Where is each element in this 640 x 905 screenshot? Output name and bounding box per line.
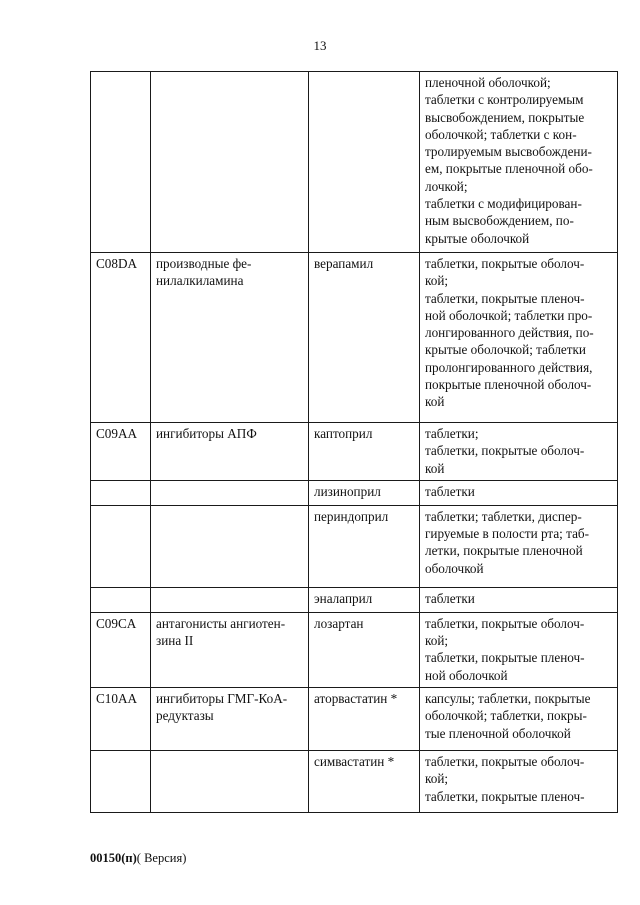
group-cell [151, 480, 309, 505]
dosage-form-cell [420, 423, 618, 481]
drug-name-cell: аторвастатин * [309, 688, 420, 751]
dosage-form-line: капсулы; таблетки, покрытые [425, 691, 591, 707]
table-row [91, 587, 618, 612]
table-row [91, 612, 618, 687]
atc-code-cell [91, 505, 151, 587]
drug-name-cell: эналаприл [309, 587, 420, 612]
dosage-form-line: кой; [425, 273, 449, 289]
dosage-form-cell [420, 505, 618, 587]
dosage-form-line: таблетки, покрытые пленоч- [425, 290, 585, 306]
drug-name-cell: симвастатин * [309, 751, 420, 813]
group-line: нилалкиламина [156, 273, 244, 289]
footer-version: ( Версия) [136, 851, 187, 865]
group-line: антагонисты ангиотен- [156, 615, 286, 631]
dosage-form-line: покрытые пленочной оболоч- [425, 377, 592, 393]
dosage-form-line: высвобождением, покрытые [425, 109, 585, 125]
dosage-form-line: тые пленочной оболочкой [425, 725, 571, 741]
group-cell [151, 751, 309, 813]
dosage-form-cell [420, 587, 618, 612]
dosage-form-cell [420, 612, 618, 687]
group-line: зина II [156, 633, 194, 649]
footer [90, 851, 186, 866]
page-number: 13 [313, 38, 327, 53]
dosage-form-line: гируемые в полости рта; таб- [425, 526, 590, 542]
dosage-form-line: крытые оболочкой; таблетки [425, 342, 586, 358]
dosage-form-cell [420, 253, 618, 423]
footer-doc-code: 00150(п) [90, 851, 137, 865]
dosage-form-line: кой [425, 460, 445, 476]
table-row [91, 505, 618, 587]
dosage-form-line: лонгированного действия, по- [425, 325, 594, 341]
group-line: редуктазы [156, 708, 214, 724]
table-row [91, 751, 618, 813]
drug-name-cell [309, 72, 420, 253]
atc-code-cell [91, 480, 151, 505]
group-line: производные фе- [156, 256, 252, 271]
dosage-form-line: таблетки с модифицирован- [425, 196, 582, 212]
group-cell [151, 612, 309, 687]
atc-code-cell [91, 587, 151, 612]
atc-code-cell [91, 751, 151, 813]
dosage-form-line: таблетки; таблетки, диспер- [425, 508, 582, 524]
dosage-form-line: таблетки с контролируемым [425, 92, 584, 108]
table-row [91, 253, 618, 423]
dosage-form-line: кой; [425, 633, 449, 649]
dosage-form-line: таблетки [425, 590, 475, 606]
dosage-form-line: ной оболочкой [425, 667, 508, 683]
group-cell [151, 505, 309, 587]
dosage-form-line: таблетки, покрытые оболоч- [425, 754, 585, 770]
drug-name-cell: лозартан [309, 612, 420, 687]
dosage-form-cell [420, 688, 618, 751]
dosage-form-line: летки, покрытые пленочной [425, 543, 583, 559]
dosage-form-line: пленочной оболочкой; [425, 75, 551, 90]
group-cell [151, 423, 309, 481]
group-cell [151, 253, 309, 423]
drug-name-cell: периндоприл [309, 505, 420, 587]
group-line: ингибиторы АПФ [156, 426, 257, 441]
atc-code-cell: C09AA [91, 423, 151, 481]
dosage-form-cell [420, 751, 618, 813]
dosage-form-line: таблетки; [425, 426, 479, 441]
atc-code-cell: C08DA [91, 253, 151, 423]
dosage-form-line: кой [425, 394, 445, 410]
dosage-form-line: ным высвобождением, по- [425, 213, 574, 229]
dosage-form-line: тролируемым высвобождени- [425, 144, 592, 160]
dosage-form-line: лочкой; [425, 178, 468, 194]
dosage-form-line: таблетки, покрытые оболоч- [425, 615, 585, 631]
atc-code-cell [91, 72, 151, 253]
drug-name-cell: каптоприл [309, 423, 420, 481]
drug-table [90, 71, 618, 813]
table-row [91, 688, 618, 751]
table-row [91, 480, 618, 505]
dosage-form-line: таблетки [425, 483, 475, 499]
dosage-form-line: таблетки, покрытые пленоч- [425, 788, 585, 804]
dosage-form-line: таблетки, покрытые оболоч- [425, 443, 585, 459]
dosage-form-line: таблетки, покрытые пленоч- [425, 650, 585, 666]
drug-name-cell: лизиноприл [309, 480, 420, 505]
dosage-form-cell [420, 480, 618, 505]
drug-name-cell: верапамил [309, 253, 420, 423]
dosage-form-line: оболочкой [425, 560, 484, 576]
dosage-form-line: оболочкой; таблетки с кон- [425, 126, 577, 142]
dosage-form-line: пролонгированного действия, [425, 359, 593, 375]
group-cell [151, 688, 309, 751]
dosage-form-line: ной оболочкой; таблетки про- [425, 307, 593, 323]
group-cell [151, 72, 309, 253]
table-row [91, 423, 618, 481]
table-row [91, 72, 618, 253]
atc-code-cell: C10AA [91, 688, 151, 751]
dosage-form-line: ем, покрытые пленочной обо- [425, 161, 593, 177]
dosage-form-line: таблетки, покрытые оболоч- [425, 256, 585, 271]
dosage-form-line: крытые оболочкой [425, 230, 530, 246]
table-body [91, 72, 618, 813]
group-cell [151, 587, 309, 612]
dosage-form-line: оболочкой; таблетки, покры- [425, 708, 587, 724]
dosage-form-line: кой; [425, 771, 449, 787]
dosage-form-cell [420, 72, 618, 253]
group-line: ингибиторы ГМГ-КоА- [156, 691, 288, 707]
atc-code-cell: C09CA [91, 612, 151, 687]
